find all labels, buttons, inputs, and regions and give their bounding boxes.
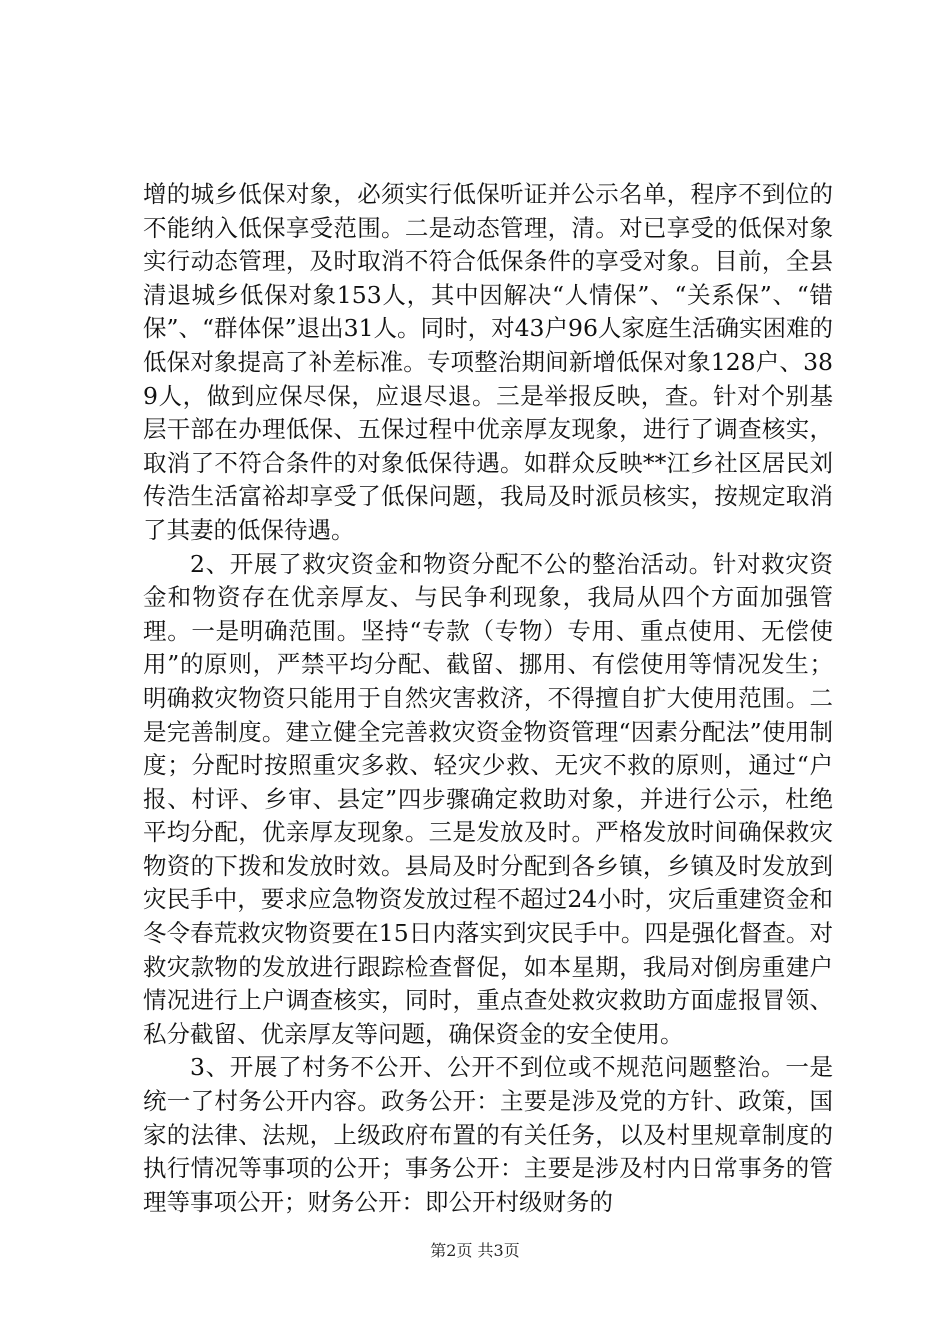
document-body xyxy=(143,178,833,1219)
paragraph-2: 2、开展了救灾资金和物资分配不公的整治活动。针对救灾资金和物资存在优亲厚友、与民争利现象，我局从四个方面加强管理。一是明确范围。坚持“专款（专物）专用、重点使用、无偿使用”的原则，严禁平均分配、截留、挪用、有偿使用等情况发生；明确救灾物资只能用于自然灾害救济，不得擅自扩大使用范围。二是完善制度。建立健全完善救灾资金物资管理“因素分配法”使用制度；分配时按照重灾多救、轻灾少救、无灾不救的原则，通过“户报、村评、乡审、县定”四步骤确定救助对象，并进行公示，杜绝平均分配，优亲厚友现象。三是发放及时。严格发放时间确保救灾物资的下拨和发放时效。县局及时分配到各乡镇，乡镇及时发放到灾民手中，要求应急物资发放过程不超过24小时，灾后重建资金和冬令春荒救灾物资要在15日内落实到灾民手中。四是强化督查。对救灾款物的发放进行跟踪检查督促，如本星期，我局对倒房重建户情况进行上户调查核实，同时，重点查处救灾救助方面虚报冒领、私分截留、优亲厚友等问题，确保资金的安全使用。 xyxy=(143,549,833,1048)
paragraph-3: 3、开展了村务不公开、公开不到位或不规范问题整治。一是统一了村务公开内容。政务公开：主要是涉及党的方针、政策，国家的法律、法规，上级政府布置的有关任务，以及村里规章制度的执行情况等事项的公开；事务公开：主要是涉及村内日常事务的管理等事项公开；财务公开：即公开村级财务的 xyxy=(143,1053,833,1216)
paragraph-1: 增的城乡低保对象，必须实行低保听证并公示名单，程序不到位的不能纳入低保享受范围。二是动态管理，清。对已享受的低保对象实行动态管理，及时取消不符合低保条件的享受对象。目前，全县清退城乡低保对象153人，其中因解决“人情保”、“关系保”、“错保”、“群体保”退出31人。同时，对43户96人家庭生活确实困难的低保对象提高了补差标准。专项整治期间新增低保对象128户、389人，做到应保尽保，应退尽退。三是举报反映，查。针对个别基层干部在办理低保、五保过程中优亲厚友现象，进行了调查核实，取消了不符合条件的对象低保待遇。如群众反映**江乡社区居民刘传浩生活富裕却享受了低保问题，我局及时派员核实，按规定取消了其妻的低保待遇。 xyxy=(143,180,833,544)
page-footer: 第2页 共3页 xyxy=(430,1241,520,1260)
